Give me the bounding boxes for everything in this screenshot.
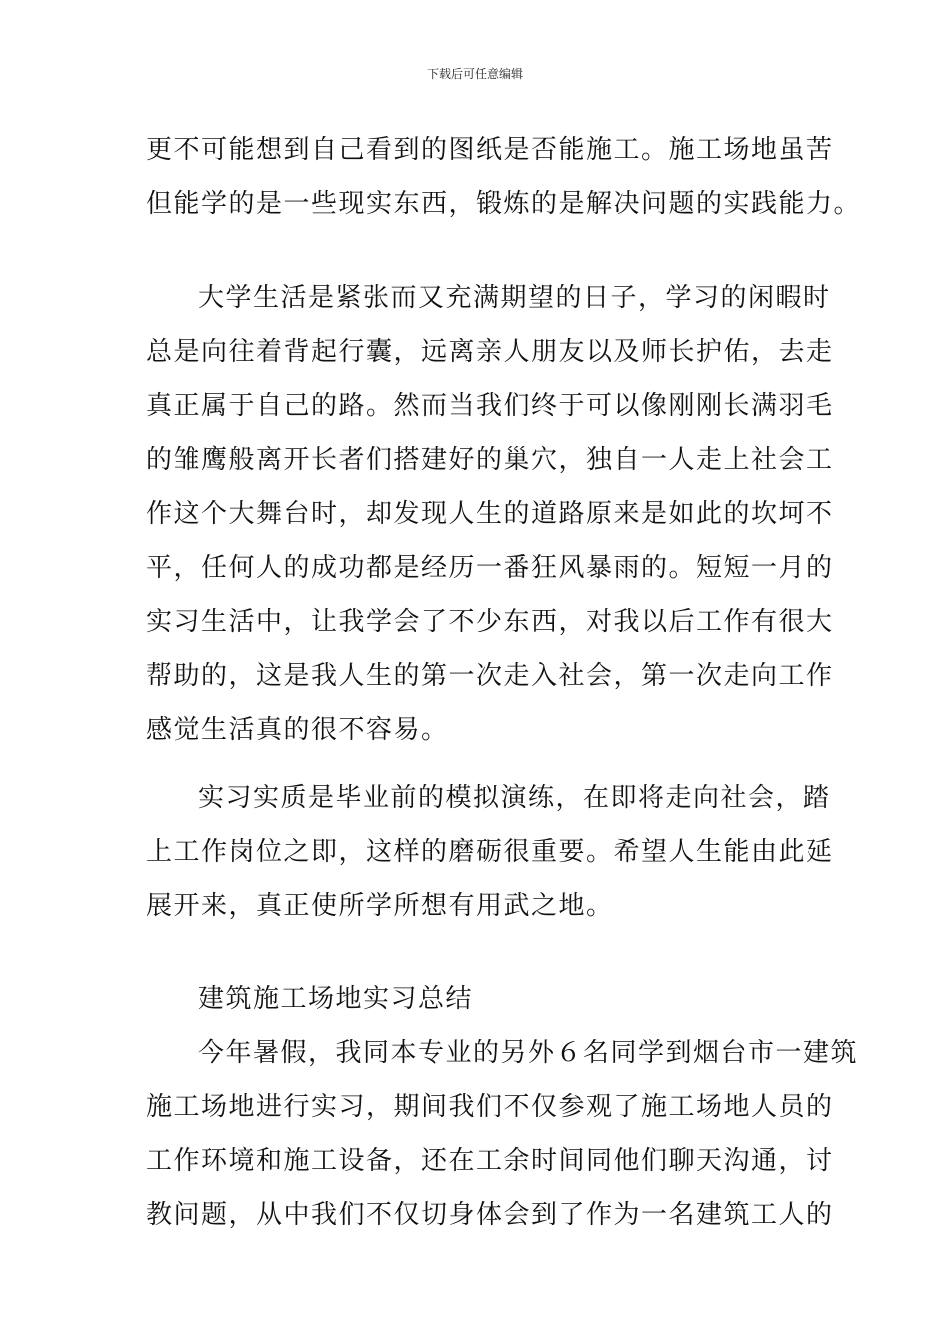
paragraph-3 [146,771,834,933]
text-line: 实习实质是毕业前的模拟演练，在即将走向社会，踏 [198,783,831,813]
text-line: 但能学的是一些现实东西，锻炼的是解决问题的实践能力。 [146,189,862,219]
text-line: 真正属于自己的路。然而当我们终于可以像刚刚长满羽毛 [146,391,834,421]
text-line: 作这个大舞台时，却发现人生的道路原来是如此的坎坷不 [146,499,834,529]
text-line: 更不可能想到自己看到的图纸是否能施工。施工场地虽苦 [146,135,834,165]
paragraph-4 [146,972,859,1242]
text-line: 感觉生活真的很不容易。 [146,715,449,745]
paragraph-1 [146,123,862,231]
text-line: 工作环境和施工设备，还在工余时间同他们聊天沟通，讨 [146,1146,834,1176]
text-line: 平，任何人的成功都是经历一番狂风暴雨的。短短一月的 [146,553,834,583]
text-line: 总是向往着背起行囊，远离亲人朋友以及师长护佑，去走 [146,337,834,367]
text-line: 实习生活中，让我学会了不少东西，对我以后工作有很大 [146,607,834,637]
text-line: 今年暑假，我同本专业的另外６名同学到烟台市一建筑 [198,1038,859,1068]
page-header: 下载后可任意编辑 [426,67,523,81]
text-line: 大学生活是紧张而又充满期望的日子，学习的闲暇时 [198,283,831,313]
text-line: 展开来，真正使所学所想有用武之地。 [146,891,614,921]
text-line: 的雏鹰般离开长者们搭建好的巢穴，独自一人走上社会工 [146,445,834,475]
section-title: 建筑施工场地实习总结 [198,984,474,1014]
text-line: 施工场地进行实习，期间我们不仅参观了施工场地人员的 [146,1092,834,1122]
text-line: 帮助的，这是我人生的第一次走入社会，第一次走向工作 [146,661,834,691]
text-line: 教问题，从中我们不仅切身体会到了作为一名建筑工人的 [146,1200,834,1230]
text-line: 上工作岗位之即，这样的磨砺很重要。希望人生能由此延 [146,837,834,867]
paragraph-2 [146,271,834,757]
